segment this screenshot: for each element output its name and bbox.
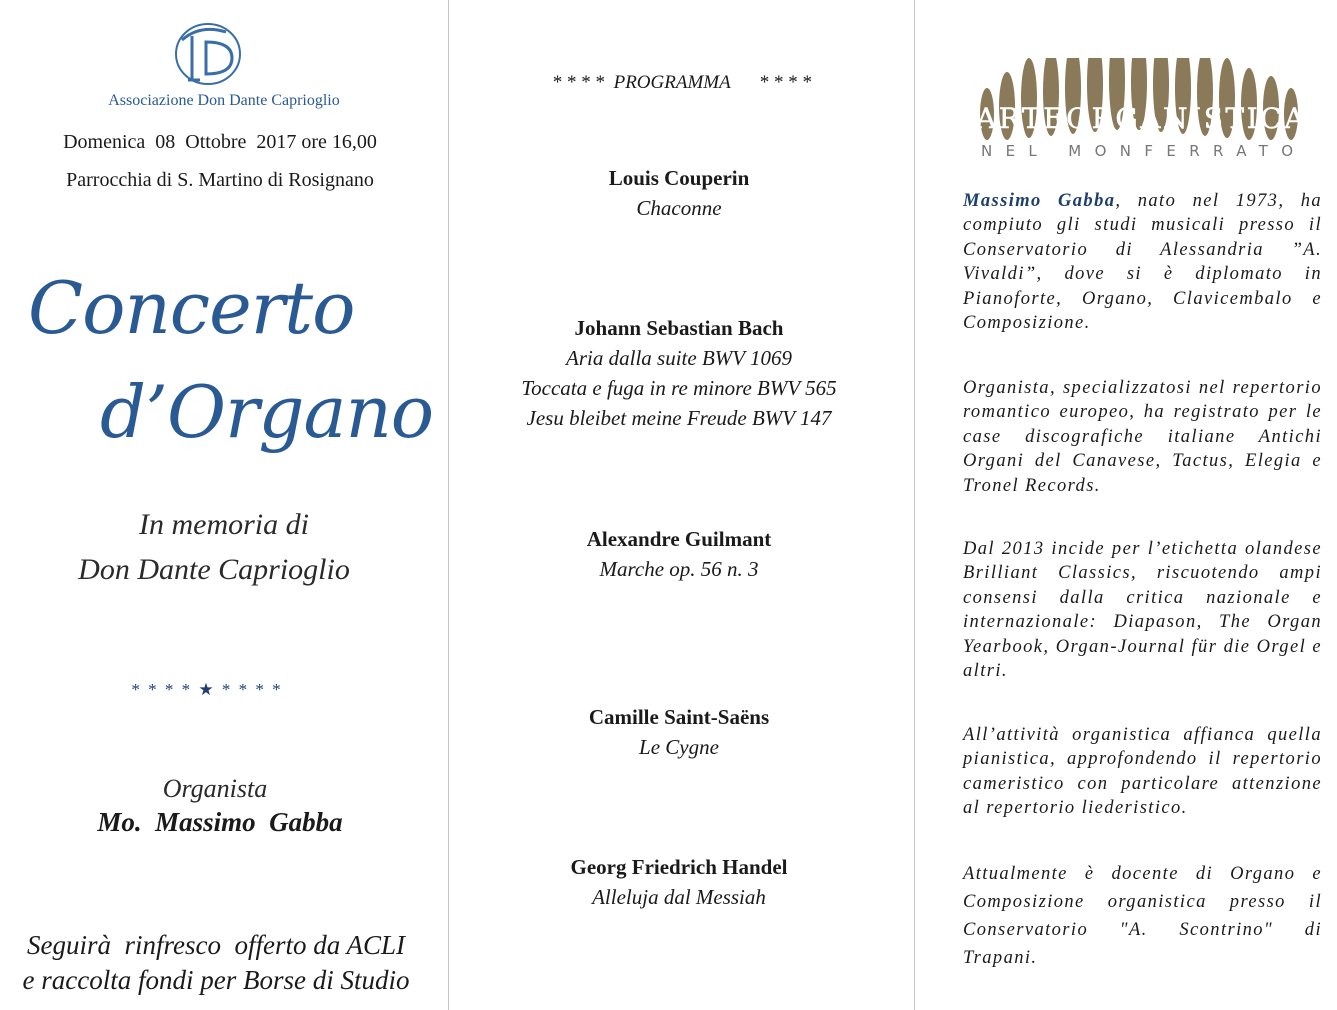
title-line-2: d’Organo (100, 370, 434, 454)
bio-paragraph-2: Organista, specializzatosi nel repertorio romantico europeo, ha registrato per le case discografiche italiane Antichi Organi del Canavese, Tactus, Elegia e Tronel Records. (963, 378, 1322, 496)
star-divider: * * * * ★ * * * * (131, 680, 283, 699)
piece-title: Marche op. 56 n. 3 (599, 557, 759, 581)
programme-panel (449, 0, 914, 1010)
piece-title: Chaconne (636, 196, 722, 220)
logo-wordmark: ARTEORGANISTICA (976, 102, 1306, 135)
piece-title: Alleluja dal Messiah (592, 885, 766, 909)
bio-paragraph-5: Attualmente è docente di Organo e Composizione organistica presso il Conservatorio "A. Scontrino" di Trapani. (963, 864, 1322, 968)
composer-name: Johann Sebastian Bach (574, 316, 784, 340)
association-name: Associazione Don Dante Caprioglio (108, 92, 340, 109)
bio-name: Massimo Gabba (963, 191, 1116, 211)
piece-title: Aria dalla suite BWV 1069 (566, 346, 792, 370)
fundraising-note: e raccolta fondi per Borse di Studio (22, 965, 410, 995)
memorial-line-1: In memoria di (139, 508, 309, 541)
cover-panel (0, 0, 448, 1010)
association-logo (170, 18, 250, 95)
dd-monogram-icon (170, 18, 250, 90)
composer-name: Camille Saint-Saëns (588, 705, 770, 729)
organ-pipes-logo-icon (973, 58, 1313, 168)
programme-heading: * * * * PROGRAMMA * * * * (551, 72, 812, 93)
reception-note: Seguirà rinfresco offerto da ACLI (27, 930, 405, 960)
bio-paragraph-1: Massimo Gabba, nato nel 1973, ha compiuto gli studi musicali presso il Conservatorio di Alessandria ”A. Vivaldi”, dove si è diplomato in Pianoforte, Organo, Clavicembalo e Composizione. (963, 191, 1322, 334)
memorial-line-2: Don Dante Caprioglio (78, 553, 350, 586)
piece-title: Le Cygne (639, 735, 719, 759)
piece-title: Toccata e fuga in re minore BWV 565 (521, 376, 837, 400)
event-date: Domenica 08 Ottobre 2017 ore 16,00 (63, 131, 377, 153)
title-line-1: Concerto (28, 266, 355, 350)
piece-title: Jesu bleibet meine Freude BWV 147 (526, 406, 832, 430)
event-venue: Parrocchia di S. Martino di Rosignano (66, 169, 374, 191)
arteorganistica-logo (973, 58, 1313, 173)
bio-paragraph-3: Dal 2013 incide per l’etichetta olandese Brilliant Classics, riscuotendo ampi consensi dalla critica nazionale e internazionale: Diapason, The Organ Yearbook, Organ-Journal für die Orgel e altri. (963, 539, 1322, 682)
bio-paragraph-4: All’attività organistica affianca quella pianistica, approfondendo il repertorio cameristico con particolare attenzione al repertorio liederistico. (963, 725, 1322, 819)
composer-name: Alexandre Guilmant (586, 527, 772, 551)
composer-name: Georg Friedrich Handel (570, 855, 788, 879)
organist-name: Mo. Massimo Gabba (97, 807, 343, 837)
composer-name: Louis Couperin (608, 166, 750, 190)
biography-panel (915, 0, 1337, 1010)
organist-label: Organista (162, 774, 268, 803)
logo-subtitle: NEL MONFERRATO (981, 142, 1301, 160)
